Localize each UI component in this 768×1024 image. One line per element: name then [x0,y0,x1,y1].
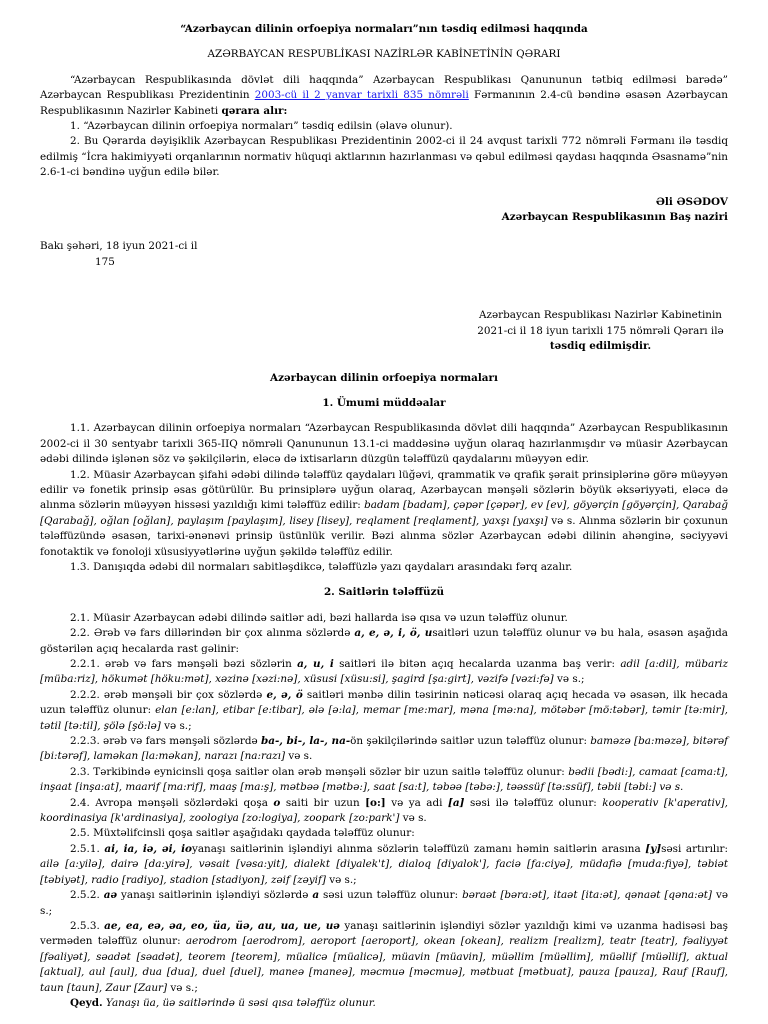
decree-link[interactable]: 2003-cü il 2 yanvar tarixli 835 nömrəli [254,89,469,102]
paragraph-2-4: 2.4. Avropa mənşəli sözlərdəki qoşa o saiti bir uzun [o:] və ya adi [a] səsi ilə tələffüz olunur: kooperativ [k'aperativ], koordinasiya [k'ardinasiya], zoologiya [zo:logiya], zoopark [zo:park'] və s. [40,796,728,825]
section-1-title: 1. Ümumi müddəalar [322,396,446,409]
paragraph-2-5-2: 2.5.2. aə yanaşı saitlərinin işləndiyi sözlərdə a səsi uzun tələffüz olunur: bəraət [bəra:ət], itaət [ita:ət], qənaət [qəna:ət] və s.; [40,889,728,917]
approval-block [473,308,728,354]
document-title: “Azərbaycan dilinin orfoepiya normaları”nın təsdiq edilməsi haqqında [180,23,588,35]
paragraph-2-2-2: 2.2.2. ərəb mənşəli bir çox sözlərdə e, ə, ö saitləri mənbə dilin təsirinin nəticəsi olaraq açıq hecada və əsasən, ilk hecada uzun tələffüz olunur: elan [e:lan], etibar [e:tibar], ələ [ə:la], memar [me:mar], məna [mə:na], mötəbər [mö:təbər], təmir [tə:mir], tətil [tə:til], şölə [şö:lə] və s.; [40,688,729,732]
document-page [40,22,728,1011]
approval-line: təsdiq edilmişdir. [549,340,652,353]
paragraph-1-3: 1.3. Danışıqda ədəbi dil normaları sabitləşdikcə, tələffüzlə yazı qaydaları arasındakı fərq azalır. [70,560,573,573]
intro-paragraph: “Azərbaycan Respublikasında dövlət dili haqqında” Azərbaycan Respublikası Qanununun tətbiq edilməsi barədə” Azərbaycan Respublikası Prezidentinin 2003-cü il 2 yanvar tarixli 835 nömrəli Fərmanının 2.4-cü bəndinə əsasən Azərbaycan Respublikasının Nazirlər Kabineti qərara alır: [40,73,728,117]
decision-item-2: 2. Bu Qərarda dəyişiklik Azərbaycan Respublikası Prezidentinin 2002-ci il 24 avqust tarixli 772 nömrəli Fərmanı ilə təsdiq edilmiş “İcra hakimiyyəti orqanlarının normativ hüquqi aktlarının hazırlanması və qəbul edilməsi qaydası haqqında Əsasnamə”nin 2.6-1-ci bəndinə uyğun edilə bilər. [40,135,728,179]
place-date: Bakı şəhəri, 18 iyun 2021-ci il [40,240,198,253]
issuer-heading: AZƏRBAYCAN RESPUBLİKASI NAZİRLƏR KABİNETİNİN QƏRARI [207,48,561,61]
decision-item-1: 1. “Azərbaycan dilinin orfoepiya normaları” təsdiq edilsin (əlavə olunur). [70,120,453,133]
paragraph-2-3: 2.3. Tərkibində eynicinsli qoşa saitlər olan ərəb mənşəli sözlər bir uzun saitlə tələffüz olunur: bədii [bədi:], camaat [cama:t], inşaat [inşa:at], maarif [ma:rif], maaş [ma:ş], mətbəə [mətbə:], saat [sa:t], təbəə [təbə:], təəssüf [tə:ssüf], təbii [təbi:] və s. [40,765,728,794]
paragraph-2-1: 2.1. Müasir Azərbaycan ədəbi dilində saitlər adi, bəzi hallarda isə qısa və uzun tələffüz olunur. [70,611,568,624]
approval-line: 2021-ci il 18 iyun tarixli 175 nömrəli Qərarı ilə [477,324,724,337]
paragraph-1-2: 1.2. Müasir Azərbaycan şifahi ədəbi dilində tələffüz qaydaları lüğəvi, qrammatik və qrafik şərait prinsiplərinə görə müəyyən edilir və fonetik prinsip əsas götürülür. Bu prinsiplərə uyğun olaraq, Azərbaycan mənşəli sözlərin böyük əksəriyyəti, eləcə də alınma sözlərin müəyyən hissəsi yazıldığı kimi tələffüz edilir: badam [badam], çəpər [çəpər], ev [ev], göyərçin [göyərçin], Qarabağ [Qarabağ], oğlan [oğlan], paylaşım [paylaşım], lisey [lisey], reqlament [reqlament], yaxşı [yaxşı] və s. Alınma sözlərin bir çoxunun tələffüzündə əsasən, tarixi-ənənəvi prinsip üstünlük verilir. Bəzi alınma sözlər Azərbaycan ədəbi dilinin ahənginə, səciyyəvi fonotaktik və fonoloji xüsusiyyətlərinə uyğun şəkildə tələffüz edilir. [40,468,729,558]
section-2-title: 2. Saitlərin tələffüzü [323,586,445,599]
note-paragraph: Qeyd. Yanaşı üa, üə saitlərində ü səsi qısa tələffüz olunur. [70,996,376,1009]
paragraph-1-1: 1.1. Azərbaycan dilinin orfoepiya normaları “Azərbaycan Respublikasında dövlət dili haqqında” Azərbaycan Respublikasının 2002-ci il 30 sentyabr tarixli 365-IIQ nömrəli Qanununun 13.1-ci maddəsinə uyğun olaraq hazırlanmışdır və müasir Azərbaycan ədəbi dilində işlənən söz və şəkilçilərin, eləcə də ixtisarların düzgün tələffüzü qaydalarını müəyyən edir. [40,422,728,466]
paragraph-2-5-3: 2.5.3. ae, ea, eə, əa, eo, üa, üə, au, ua, ue, uə yanaşı saitlərinin işləndiyi sözlər yazıldığı kimi və uzanma hadisəsi baş verməden tələffüz olunur: aerodrom [aerodrom], aeroport [aeroport], okean [okean], realizm [realizm], teatr [teatr], fəaliyyət [fəaliyət], səadət [səadət], teorem [teorem], müalicə [müalicə], müavin [müavin], müəllim [müəllim], müəllif [müəllif], aktual [aktual], aul [aul], dua [dua], duel [duel], manеə [manеə], məcmuə [məcmuə], mətbuat [mətbuat], pauza [pauza], Rauf [Rauf], taun [taun], Zaur [Zaur] və s.; [40,919,729,994]
signer-name: Əli ƏSƏDOV [655,195,728,208]
annex-title: Azərbaycan dilinin orfoepiya normaları [270,371,498,384]
paragraph-2-5: 2.5. Müxtəlifcinsli qoşa saitlər aşağıdakı qaydada tələffüz olunur: [70,827,415,840]
approval-line: Azərbaycan Respublikası Nazirlər Kabinetinin [479,309,722,322]
paragraph-2-5-1: 2.5.1. ai, ia, iə, əi, ioyanaşı saitlərinin işləndiyi alınma sözlərin tələffüzü zamanı həmin saitlərin arasına [y]səsi artırılır: ailə [a:yilə], dairə [da:yirə], vəsait [vəsa:yit], dialekt [diyalek't], dialoq [diyalok'], faciə [fa:ciyə], müdafiə [muda:fiyə], təbiət [təbiyət], radio [radiyo], stadion [stadiyon], zəif [zəyif] və s.; [40,842,729,886]
signer-title: Azərbaycan Respublikasının Baş naziri [501,211,728,224]
decision-number: 175 [95,255,115,268]
paragraph-2-2: 2.2. Ərəb və fars dillərindən bir çox alınma sözlərdə a, e, ə, i, ö, usaitləri uzun tələffüz olunur və bu hala, əsasən aşağıda göstərilən açıq hecalarda rast gəlinir: [40,627,728,655]
paragraph-2-2-3: 2.2.3. ərəb və fars mənşəli sözlərdə ba-, bi-, la-, na-ön şəkilçilərində saitlər uzun tələffüz olunur: baməzə [ba:məzə], bitərəf [bi:tərəf], laməkan [la:məkan], narazı [na:razı] və s. [40,735,728,763]
paragraph-2-2-1: 2.2.1. ərəb və fars mənşəli bəzi sözlərin a, u, i saitləri ilə bitən açıq hecalarda uzanma baş verir: adil [a:dil], mübariz [müba:riz], hökumət [höku:mət], xəzinə [xəzi:nə], xüsusi [xüsu:si], şagird [şa:girt], vəzifə [vəzi:fə] və s.; [40,658,728,686]
